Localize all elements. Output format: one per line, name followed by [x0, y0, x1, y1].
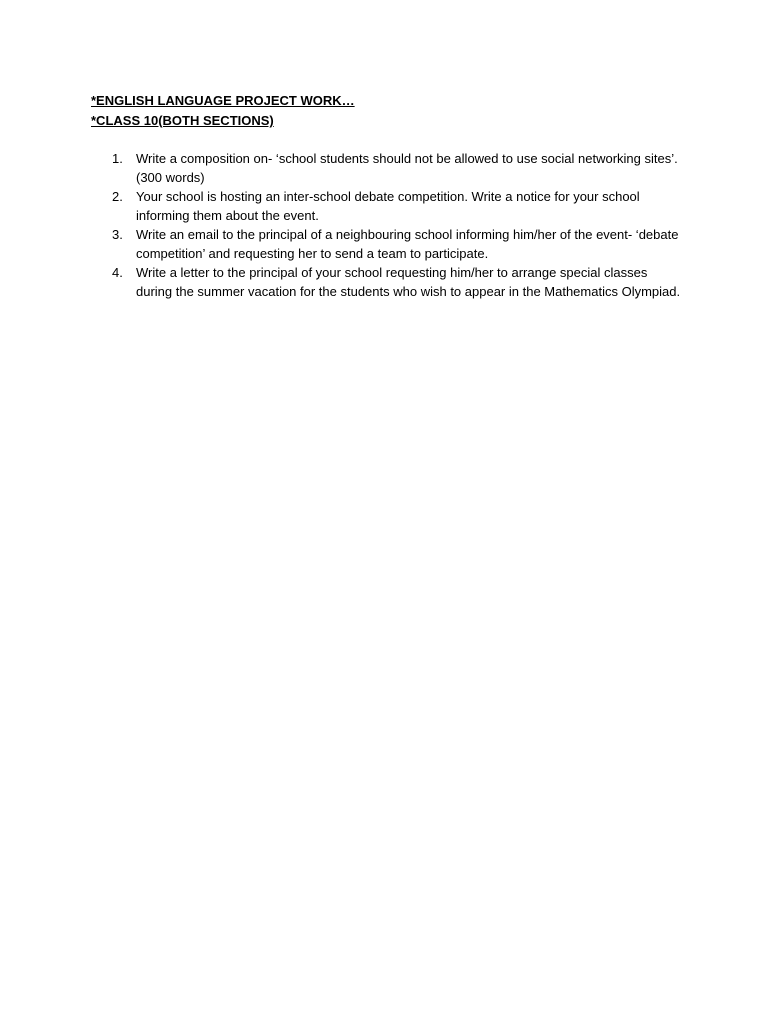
- list-item-text: Your school is hosting an inter-school debate competition. Write a notice for your school informing them about the event.: [136, 189, 640, 223]
- task-list: [112, 149, 682, 301]
- list-item-text: Write a composition on- ‘school students should not be allowed to use social networking sites’.(300 words): [136, 151, 678, 185]
- list-item: [112, 225, 682, 263]
- list-item-text: Write an email to the principal of a neighbouring school informing him/her of the event- ‘debate competition’ and requesting her to send a team to participate.: [136, 227, 679, 261]
- list-item-number: 3.: [112, 227, 123, 242]
- list-item-number: 1.: [112, 151, 123, 166]
- list-item: [112, 263, 682, 301]
- document-subtitle: *CLASS 10(BOTH SECTIONS): [91, 113, 274, 128]
- list-item-text: Write a letter to the principal of your school requesting him/her to arrange special classes during the summer vacation for the students who wish to appear in the Mathematics Olympiad.: [136, 265, 681, 299]
- list-item: [112, 187, 682, 225]
- document-title: *ENGLISH LANGUAGE PROJECT WORK…: [91, 93, 355, 108]
- list-item-number: 2.: [112, 189, 123, 204]
- list-item-number: 4.: [112, 265, 123, 280]
- list-item: [112, 149, 682, 187]
